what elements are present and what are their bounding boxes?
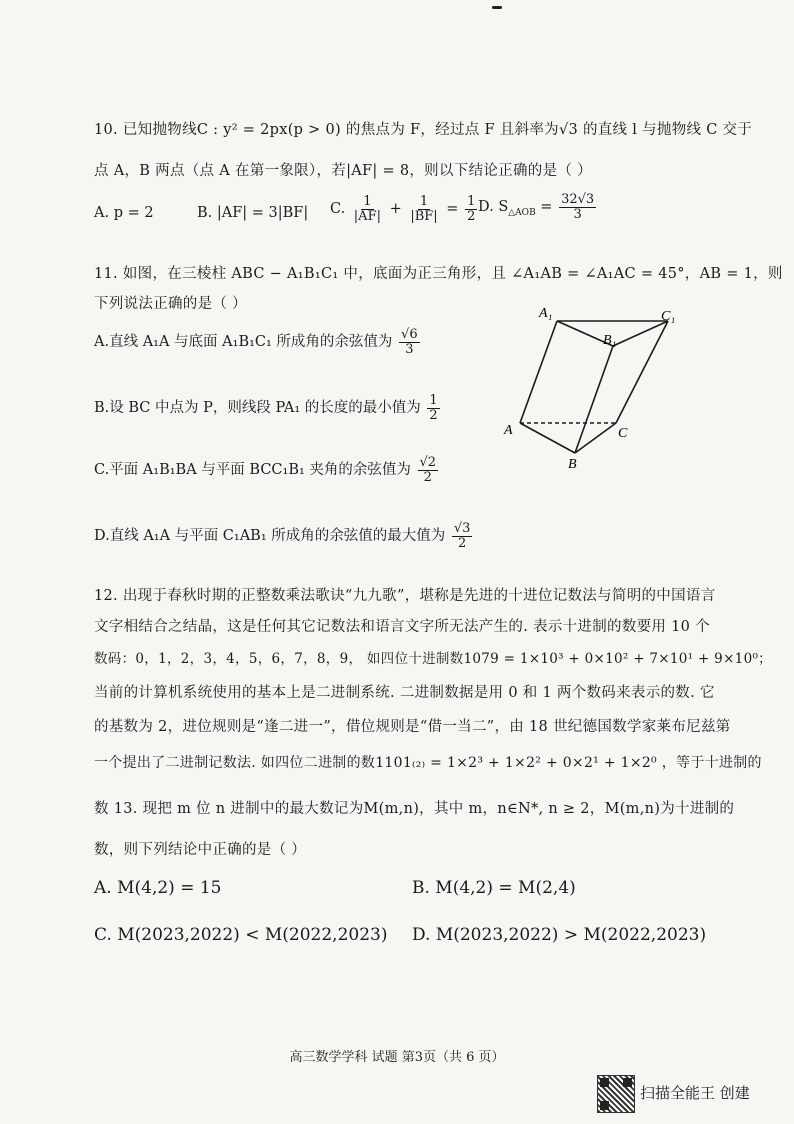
q10-option-b: B. |AF| = 3|BF| [197,205,309,221]
q10-option-d-frac: $\frac{32√3}{3}$ [561,192,595,222]
q12-option-d: D. M(2023,2022) > M(2022,2023) [412,925,707,945]
q12-option-b: B. M(4,2) = M(2,4) [412,878,576,898]
prism-figure [495,300,705,475]
q11-option-c: C.平面 A₁B₁BA 与平面 BCC₁B₁ 夹角的余弦值为 $\frac{√2}{2}$ [94,455,437,485]
q12-stem-line6: 一个提出了二进制记数法. 如四位二进制的数1101₍₂₎ = 1×2³ + 1×2² + 0×2¹ + 1×2⁰ ，等于十进制的 [94,755,762,771]
q11-stem-line2: 下列说法正确的是（ ） [94,296,247,312]
q12-option-a: A. M(4,2) = 15 [94,878,222,898]
scan-mark [492,6,502,9]
edge-c1c [616,321,668,423]
q12-stem-line8: 数，则下列结论中正确的是（ ） [94,842,307,858]
edge-b1b [575,346,613,453]
q10-option-c: C. $\frac{1}{|AF|}$ + $\frac{1}{|BF|}$ = $\frac{1}{2}$ [330,194,476,224]
edge-b1c1 [613,321,668,346]
label-a1: A₁ [539,306,553,321]
q10-stem-line1: 10. 已知抛物线C : y² = 2px(p > 0) 的焦点为 F，经过点 F 且斜率为√3 的直线 l 与抛物线 C 交于 [94,122,753,138]
q10-option-d: D. $S_{\triangle AOB}$ = $\frac{32√3}{3}$ [478,192,595,222]
q11-option-d: D.直线 A₁A 与平面 C₁AB₁ 所成角的余弦值的最大值为 $\frac{√3}{2}$ [94,521,471,551]
q12-stem-line7: 数 13. 现把 m 位 n 进制中的最大数记为M(m,n)，其中 m，n∈N*, n ≥ 2，M(m,n)为十进制的 [94,801,735,817]
q12-stem-line1: 12. 出现于春秋时期的正整数乘法歌诀“九九歌”，堪称是先进的十进位记数法与简明的中国语言 [94,588,716,604]
q10-option-c-label: C. [330,201,346,218]
label-b1: B₁ [603,333,617,348]
q11-stem-line1: 11. 如图，在三棱柱 ABC − A₁B₁C₁ 中，底面为正三角形，且 ∠A₁AB = ∠A₁AC = 45°，AB = 1，则 [94,266,783,282]
edge-ab [520,423,575,453]
q10-option-c-frac3: $\frac{1}{2}$ [467,194,476,224]
label-c: C [618,426,628,441]
q11-option-b: B.设 BC 中点为 P，则线段 PA₁ 的长度的最小值为 $\frac{1}{2}$ [94,393,438,423]
q12-stem-line4: 当前的计算机系统使用的基本上是二进制系统. 二进制数据是用 0 和 1 两个数码来表示的数. 它 [94,685,715,701]
q10-option-c-frac1: $\frac{1}{|AF|}$ [353,194,381,224]
q11-option-a: A.直线 A₁A 与底面 A₁B₁C₁ 所成角的余弦值为 $\frac{√6}{3}$ [94,327,418,357]
label-b: B [568,457,577,472]
q12-stem-line3: 数码：0，1，2，3，4，5，6，7，8，9， 如四位十进制数1079 = 1×10³ + 0×10² + 7×10¹ + 9×10⁰； [94,651,772,667]
q12-stem-line5: 的基数为 2，进位规则是“逢二进一”，借位规则是“借一当二”，由 18 世纪德国数学家莱布尼兹第 [94,719,731,735]
q10-stem-line2: 点 A，B 两点（点 A 在第一象限），若|AF| = 8，则以下结论正确的是（ ） [94,163,592,179]
label-c1: C₁ [661,309,676,324]
q10-option-a: A. p = 2 [94,205,154,221]
page-footer: 高三数学学科 试题 第3页（共 6 页） [289,1050,505,1065]
label-a: A [504,423,513,438]
edge-a1a [520,321,557,423]
scanner-brand: 扫描全能王 创建 [640,1084,750,1102]
qr-code-icon [597,1075,635,1113]
q12-option-c: C. M(2023,2022) < M(2022,2023) [94,925,388,945]
q10-option-c-frac2: $\frac{1}{|BF|}$ [410,194,438,224]
q12-stem-line2: 文字相结合之结晶，这是任何其它记数法和语言文字所无法产生的. 表示十进制的数要用 10 个 [94,619,710,635]
